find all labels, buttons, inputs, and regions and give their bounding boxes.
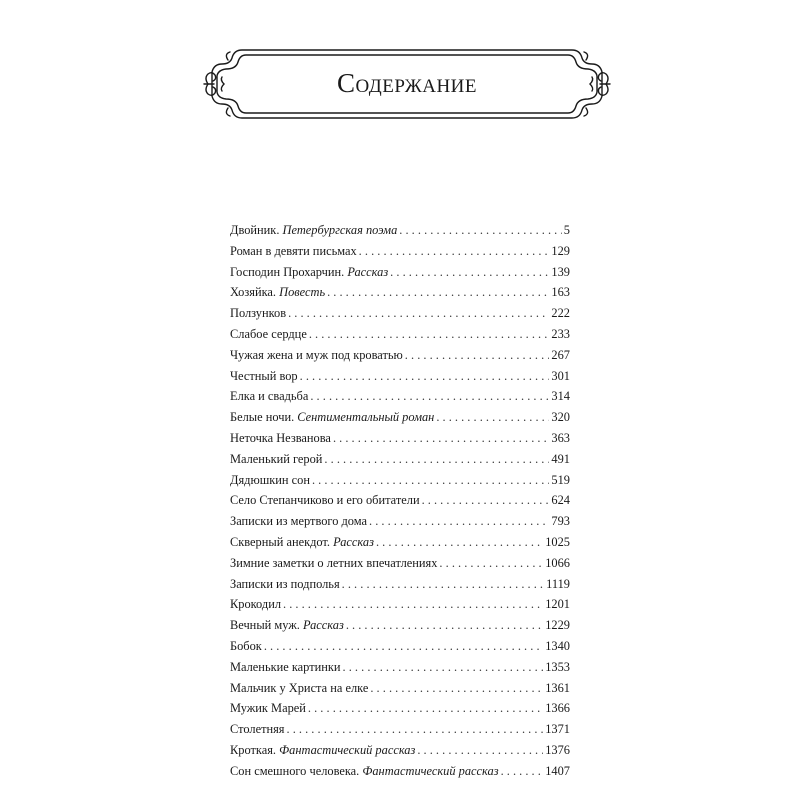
toc-entry-title: Маленький герой xyxy=(230,451,323,466)
toc-entry-title: Маленькие картинки xyxy=(230,659,341,674)
toc-entry-page-number: 222 xyxy=(551,306,570,321)
toc-dot-leader xyxy=(327,282,549,303)
toc-dot-leader xyxy=(333,428,549,449)
toc-dot-leader xyxy=(283,594,543,615)
toc-dot-leader xyxy=(343,657,544,678)
toc-entry-title: Кроткая. xyxy=(230,742,277,757)
toc-entry-title: Записки из подполья xyxy=(230,576,340,591)
toc-dot-leader xyxy=(439,553,543,574)
toc-entry-page-number: 793 xyxy=(551,514,570,529)
toc-entry-title: Зимние заметки о летних впечатлениях xyxy=(230,555,438,570)
toc-dot-leader xyxy=(436,407,549,428)
toc-dot-leader xyxy=(376,532,543,553)
toc-entry[interactable] xyxy=(230,303,570,324)
toc-entry-title: Скверный анекдот. xyxy=(230,534,331,549)
toc-entry-subtitle: Рассказ xyxy=(333,534,374,549)
toc-entry-page-number: 1353 xyxy=(545,659,570,674)
toc-entry-subtitle: Повесть xyxy=(279,285,326,300)
toc-entry-title: Господин Прохарчин. xyxy=(230,264,345,279)
toc-dot-leader xyxy=(288,303,549,324)
toc-entry-page-number: 5 xyxy=(563,223,570,237)
toc-entry[interactable] xyxy=(230,574,570,595)
table-of-contents xyxy=(230,220,570,782)
toc-entry-title: Елка и свадьба xyxy=(230,389,309,404)
toc-entry-subtitle: Фантастический рассказ xyxy=(279,742,416,757)
toc-entry-title: Мужик Марей xyxy=(230,701,306,716)
toc-entry-page-number: 139 xyxy=(551,264,570,279)
toc-entry-page-number: 267 xyxy=(551,347,570,362)
toc-entry-title: Сон смешного человека. xyxy=(230,763,360,778)
title-ornamental-frame xyxy=(202,44,612,124)
toc-entry-subtitle: Рассказ xyxy=(347,264,389,279)
toc-dot-leader xyxy=(300,366,550,387)
toc-entry[interactable] xyxy=(230,449,570,470)
toc-entry-page-number: 1376 xyxy=(545,742,570,757)
toc-dot-leader xyxy=(346,615,543,636)
toc-entry[interactable] xyxy=(230,345,570,366)
toc-entry-title: Хозяйка. xyxy=(230,285,277,300)
toc-entry[interactable] xyxy=(230,386,570,407)
toc-entry-subtitle: Рассказ xyxy=(303,618,344,633)
toc-entry-page-number: 1201 xyxy=(545,597,570,612)
toc-entry-title: Роман в девяти письмах xyxy=(230,243,357,258)
toc-dot-leader xyxy=(422,490,550,511)
toc-entry[interactable] xyxy=(230,657,570,678)
toc-entry[interactable] xyxy=(230,678,570,699)
toc-entry-title: Ползунков xyxy=(230,306,287,321)
toc-entry-page-number: 233 xyxy=(551,326,570,341)
toc-entry-page-number: 1371 xyxy=(545,722,570,737)
toc-entry[interactable] xyxy=(230,366,570,387)
page-title: Содержание xyxy=(336,68,478,98)
toc-dot-leader xyxy=(342,574,544,595)
toc-entry[interactable] xyxy=(230,220,570,241)
toc-entry[interactable] xyxy=(230,615,570,636)
toc-entry-page-number: 320 xyxy=(551,410,570,425)
toc-entry-title: Бобок xyxy=(230,638,262,653)
toc-entry-page-number: 1025 xyxy=(545,534,570,549)
toc-entry-title: Слабое сердце xyxy=(230,326,307,341)
toc-entry-page-number: 301 xyxy=(551,368,570,383)
toc-dot-leader xyxy=(501,761,544,782)
toc-dot-leader xyxy=(312,470,549,491)
toc-dot-leader xyxy=(369,511,549,532)
toc-dot-leader xyxy=(405,345,550,366)
toc-entry-title: Крокодил xyxy=(230,597,282,612)
toc-entry-title: Записки из мертвого дома xyxy=(230,514,368,529)
toc-entry-page-number: 519 xyxy=(551,472,570,487)
toc-entry-page-number: 1407 xyxy=(545,763,570,778)
toc-entry[interactable] xyxy=(230,761,570,782)
toc-entry-title: Двойник. xyxy=(230,223,280,237)
toc-entry[interactable] xyxy=(230,511,570,532)
toc-dot-leader xyxy=(310,386,549,407)
toc-entry[interactable] xyxy=(230,262,570,283)
toc-entry-page-number: 163 xyxy=(551,285,570,300)
toc-entry-title: Дядюшкин сон xyxy=(230,472,310,487)
toc-dot-leader xyxy=(287,719,544,740)
toc-entry[interactable] xyxy=(230,428,570,449)
toc-entry-subtitle: Петербургская поэма xyxy=(282,223,398,237)
toc-dot-leader xyxy=(264,636,543,657)
toc-entry-page-number: 1119 xyxy=(546,576,570,591)
toc-entry[interactable] xyxy=(230,740,570,761)
toc-dot-leader xyxy=(324,449,549,470)
toc-dot-leader xyxy=(309,324,550,345)
toc-dot-leader xyxy=(370,678,543,699)
toc-entry-title: Мальчик у Христа на елке xyxy=(230,680,369,695)
toc-entry[interactable] xyxy=(230,594,570,615)
toc-entry-title: Чужая жена и муж под кроватью xyxy=(230,347,403,362)
toc-entry-page-number: 129 xyxy=(551,243,570,258)
toc-entry[interactable] xyxy=(230,324,570,345)
toc-entry-title: Село Степанчиково и его обитатели xyxy=(230,493,420,508)
toc-dot-leader xyxy=(417,740,543,761)
toc-dot-leader xyxy=(359,241,550,262)
toc-entry-page-number: 1366 xyxy=(545,701,570,716)
toc-entry[interactable] xyxy=(230,282,570,303)
toc-entry-page-number: 1066 xyxy=(545,555,570,570)
toc-entry-page-number: 624 xyxy=(551,493,570,508)
toc-entry-page-number: 363 xyxy=(551,430,570,445)
toc-entry[interactable] xyxy=(230,490,570,511)
toc-entry[interactable] xyxy=(230,407,570,428)
toc-entry-title: Вечный муж. xyxy=(230,618,300,633)
toc-entry-page-number: 1361 xyxy=(545,680,570,695)
toc-entry-page-number: 1229 xyxy=(545,618,570,633)
toc-entry-subtitle: Сентиментальный роман xyxy=(297,410,435,425)
toc-entry-page-number: 1340 xyxy=(545,638,570,653)
toc-entry[interactable] xyxy=(230,719,570,740)
toc-dot-leader xyxy=(399,220,562,241)
toc-entry[interactable] xyxy=(230,553,570,574)
toc-entry[interactable] xyxy=(230,636,570,657)
toc-entry-title: Неточка Незванова xyxy=(230,430,331,445)
toc-entry-title: Честный вор xyxy=(230,368,298,383)
toc-entry-title: Белые ночи. xyxy=(230,410,295,425)
toc-entry-page-number: 314 xyxy=(551,389,570,404)
toc-dot-leader xyxy=(390,262,549,283)
toc-entry-title: Столетняя xyxy=(230,722,285,737)
toc-entry-page-number: 491 xyxy=(551,451,570,466)
toc-entry[interactable] xyxy=(230,532,570,553)
toc-entry[interactable] xyxy=(230,698,570,719)
toc-entry[interactable] xyxy=(230,470,570,491)
toc-dot-leader xyxy=(308,698,543,719)
toc-entry-subtitle: Фантастический рассказ xyxy=(362,763,499,778)
toc-entry[interactable] xyxy=(230,241,570,262)
